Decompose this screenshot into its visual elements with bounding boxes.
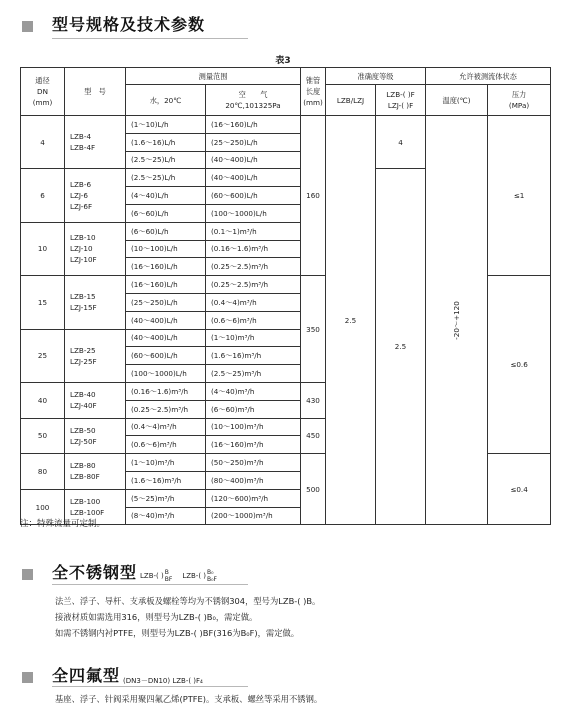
cell-water: (5～25)m³/h (126, 489, 206, 507)
cell-models: LZB-100 LZB-100F (65, 489, 126, 525)
cell-acc-b-dn4: 4 (376, 116, 426, 169)
header-range: 测量范围 (126, 68, 301, 85)
cell-air: (16～160)L/h (206, 116, 301, 134)
cell-water: (6～60)L/h (126, 222, 206, 240)
cell-water: (10～100)L/h (126, 240, 206, 258)
cell-dn: 50 (21, 418, 65, 454)
model-code-b0: LZB-( ) B₀ B₀F (182, 569, 218, 583)
cell-water: (8～40)m³/h (126, 507, 206, 525)
cell-water: (2.5～25)L/h (126, 169, 206, 187)
cell-temp: -20～+120 (426, 116, 488, 525)
cell-water: (1～10)m³/h (126, 454, 206, 472)
table-caption: 表3 (275, 56, 291, 66)
cell-pressure-06: ≤0.6 (488, 276, 551, 454)
cell-water: (25～250)L/h (126, 293, 206, 311)
model-code-b: LZB-( ) B BF (140, 569, 173, 583)
cell-air: (1.6～16)m³/h (206, 347, 301, 365)
header-pressure: 压力 (MPa) (488, 85, 551, 116)
section-underline (52, 584, 248, 585)
cell-models: LZB-80 LZB-80F (65, 454, 126, 490)
cell-water: (4～40)L/h (126, 187, 206, 205)
section-header-stainless (22, 560, 217, 583)
cell-water: (40～400)L/h (126, 329, 206, 347)
cell-water: (16～160)L/h (126, 258, 206, 276)
cell-air: (40～400)L/h (206, 151, 301, 169)
cell-air: (0.6～6)m³/h (206, 311, 301, 329)
cell-air: (1～10)m³/h (206, 329, 301, 347)
cell-pressure-1: ≤1 (488, 116, 551, 276)
section-header-ptfe (22, 663, 203, 686)
paragraph-line: 基座、浮子、针阀采用聚四氟乙烯(PTFE)。支承板、螺丝等采用不锈钢。 (55, 694, 323, 704)
header-air: 空 气 20℃,101325Pa (206, 85, 301, 116)
section-marker-icon (22, 21, 33, 32)
header-dn: 通径 DN (mm) (21, 68, 65, 116)
cell-air: (80～400)m³/h (206, 471, 301, 489)
cell-air: (200～1000)m³/h (206, 507, 301, 525)
cell-air: (25～250)L/h (206, 133, 301, 151)
cell-air: (0.16～1.6)m³/h (206, 240, 301, 258)
cell-models: LZB-15 LZJ-15F (65, 276, 126, 329)
cell-dn: 15 (21, 276, 65, 329)
cell-air: (4～40)m³/h (206, 382, 301, 400)
cell-air: (0.1～1)m³/h (206, 222, 301, 240)
stainless-description (55, 593, 320, 641)
cell-air: (2.5～25)m³/h (206, 365, 301, 383)
cell-water: (0.16～1.6)m³/h (126, 382, 206, 400)
cell-water: (2.5～25)L/h (126, 151, 206, 169)
cell-water: (40～400)L/h (126, 311, 206, 329)
cell-air: (120～600)m³/h (206, 489, 301, 507)
cell-pressure-04: ≤0.4 (488, 454, 551, 525)
cell-air: (40～400)L/h (206, 169, 301, 187)
cell-models: LZB-10 LZJ-10 LZJ-10F (65, 222, 126, 275)
cell-dn: 10 (21, 222, 65, 275)
cell-dn: 4 (21, 116, 65, 169)
header-model: 型 号 (65, 68, 126, 116)
header-water: 水，20℃ (126, 85, 206, 116)
cell-dn: 25 (21, 329, 65, 382)
header-acc-a: LZB/LZJ (326, 85, 376, 116)
cell-air: (60～600)L/h (206, 187, 301, 205)
section-underline (52, 38, 248, 39)
cell-models: LZB-50 LZJ-50F (65, 418, 126, 454)
cell-water: (60～600)L/h (126, 347, 206, 365)
cell-length-160: 160 (301, 116, 326, 276)
cell-length-350: 350 (301, 276, 326, 383)
header-allowed: 允许被测流体状态 (426, 68, 551, 85)
cell-air: (50～250)m³/h (206, 454, 301, 472)
cell-models: LZB-25 LZJ-25F (65, 329, 126, 382)
cell-models: LZB-4 LZB-4F (65, 116, 126, 169)
cell-air: (0.4～4)m³/h (206, 293, 301, 311)
section-title: 型号规格及技术参数 (52, 15, 206, 34)
cell-water: (16～160)L/h (126, 276, 206, 294)
paragraph-line: 法兰、浮子、导杆、支承板及螺栓等均为不锈钢304，型号为LZB-( )B。 (55, 596, 321, 606)
ptfe-description (55, 691, 322, 707)
cell-acc-b: 2.5 (376, 169, 426, 525)
cell-air: (16～160)m³/h (206, 436, 301, 454)
cell-air: (10～100)m³/h (206, 418, 301, 436)
cell-air: (0.25～2.5)m³/h (206, 258, 301, 276)
cell-water: (1～10)L/h (126, 116, 206, 134)
model-code-f4: (DN3－DN10) LZB-( )F₄ (123, 677, 203, 685)
section-marker-icon (22, 672, 33, 683)
cell-dn: 6 (21, 169, 65, 222)
cell-water: (1.6～16)L/h (126, 133, 206, 151)
section-marker-icon (22, 569, 33, 580)
section-header-specs (22, 12, 205, 35)
header-temp: 温度(℃) (426, 85, 488, 116)
cell-water: (0.25～2.5)m³/h (126, 400, 206, 418)
section-title: 全不锈钢型 (52, 563, 138, 582)
cell-water: (100～1000)L/h (126, 365, 206, 383)
section-underline (52, 686, 248, 687)
paragraph-line: 如需不锈钢内衬PTFE，则型号为LZB-( )BF(316为B₀F)，需定做。 (55, 628, 300, 638)
cell-acc-a: 2.5 (326, 116, 376, 525)
cell-water: (0.6～6)m³/h (126, 436, 206, 454)
section-title: 全四氟型 (52, 666, 121, 685)
cell-air: (6～60)m³/h (206, 400, 301, 418)
header-length: 锥管 长度 (mm) (301, 68, 326, 116)
cell-water: (1.6～16)m³/h (126, 471, 206, 489)
cell-length-430: 430 (301, 382, 326, 418)
cell-length-500: 500 (301, 454, 326, 525)
cell-air: (0.25～2.5)m³/h (206, 276, 301, 294)
cell-length-450: 450 (301, 418, 326, 454)
cell-models: LZB-6 LZJ-6 LZJ-6F (65, 169, 126, 222)
cell-water: (0.4～4)m³/h (126, 418, 206, 436)
cell-water: (6～60)L/h (126, 204, 206, 222)
cell-dn: 100 (21, 489, 65, 525)
cell-dn: 80 (21, 454, 65, 490)
header-acc-b: LZB-( )F LZJ-( )F (376, 85, 426, 116)
header-accuracy: 准确度等级 (326, 68, 426, 85)
spec-table (20, 67, 551, 525)
paragraph-line: 接液材质如需选用316，则型号为LZB-( )B₀，需定做。 (55, 612, 258, 622)
cell-models: LZB-40 LZJ-40F (65, 382, 126, 418)
cell-air: (100～1000)L/h (206, 204, 301, 222)
cell-dn: 40 (21, 382, 65, 418)
table-note: 注：特殊流量可定制。 (20, 519, 106, 529)
